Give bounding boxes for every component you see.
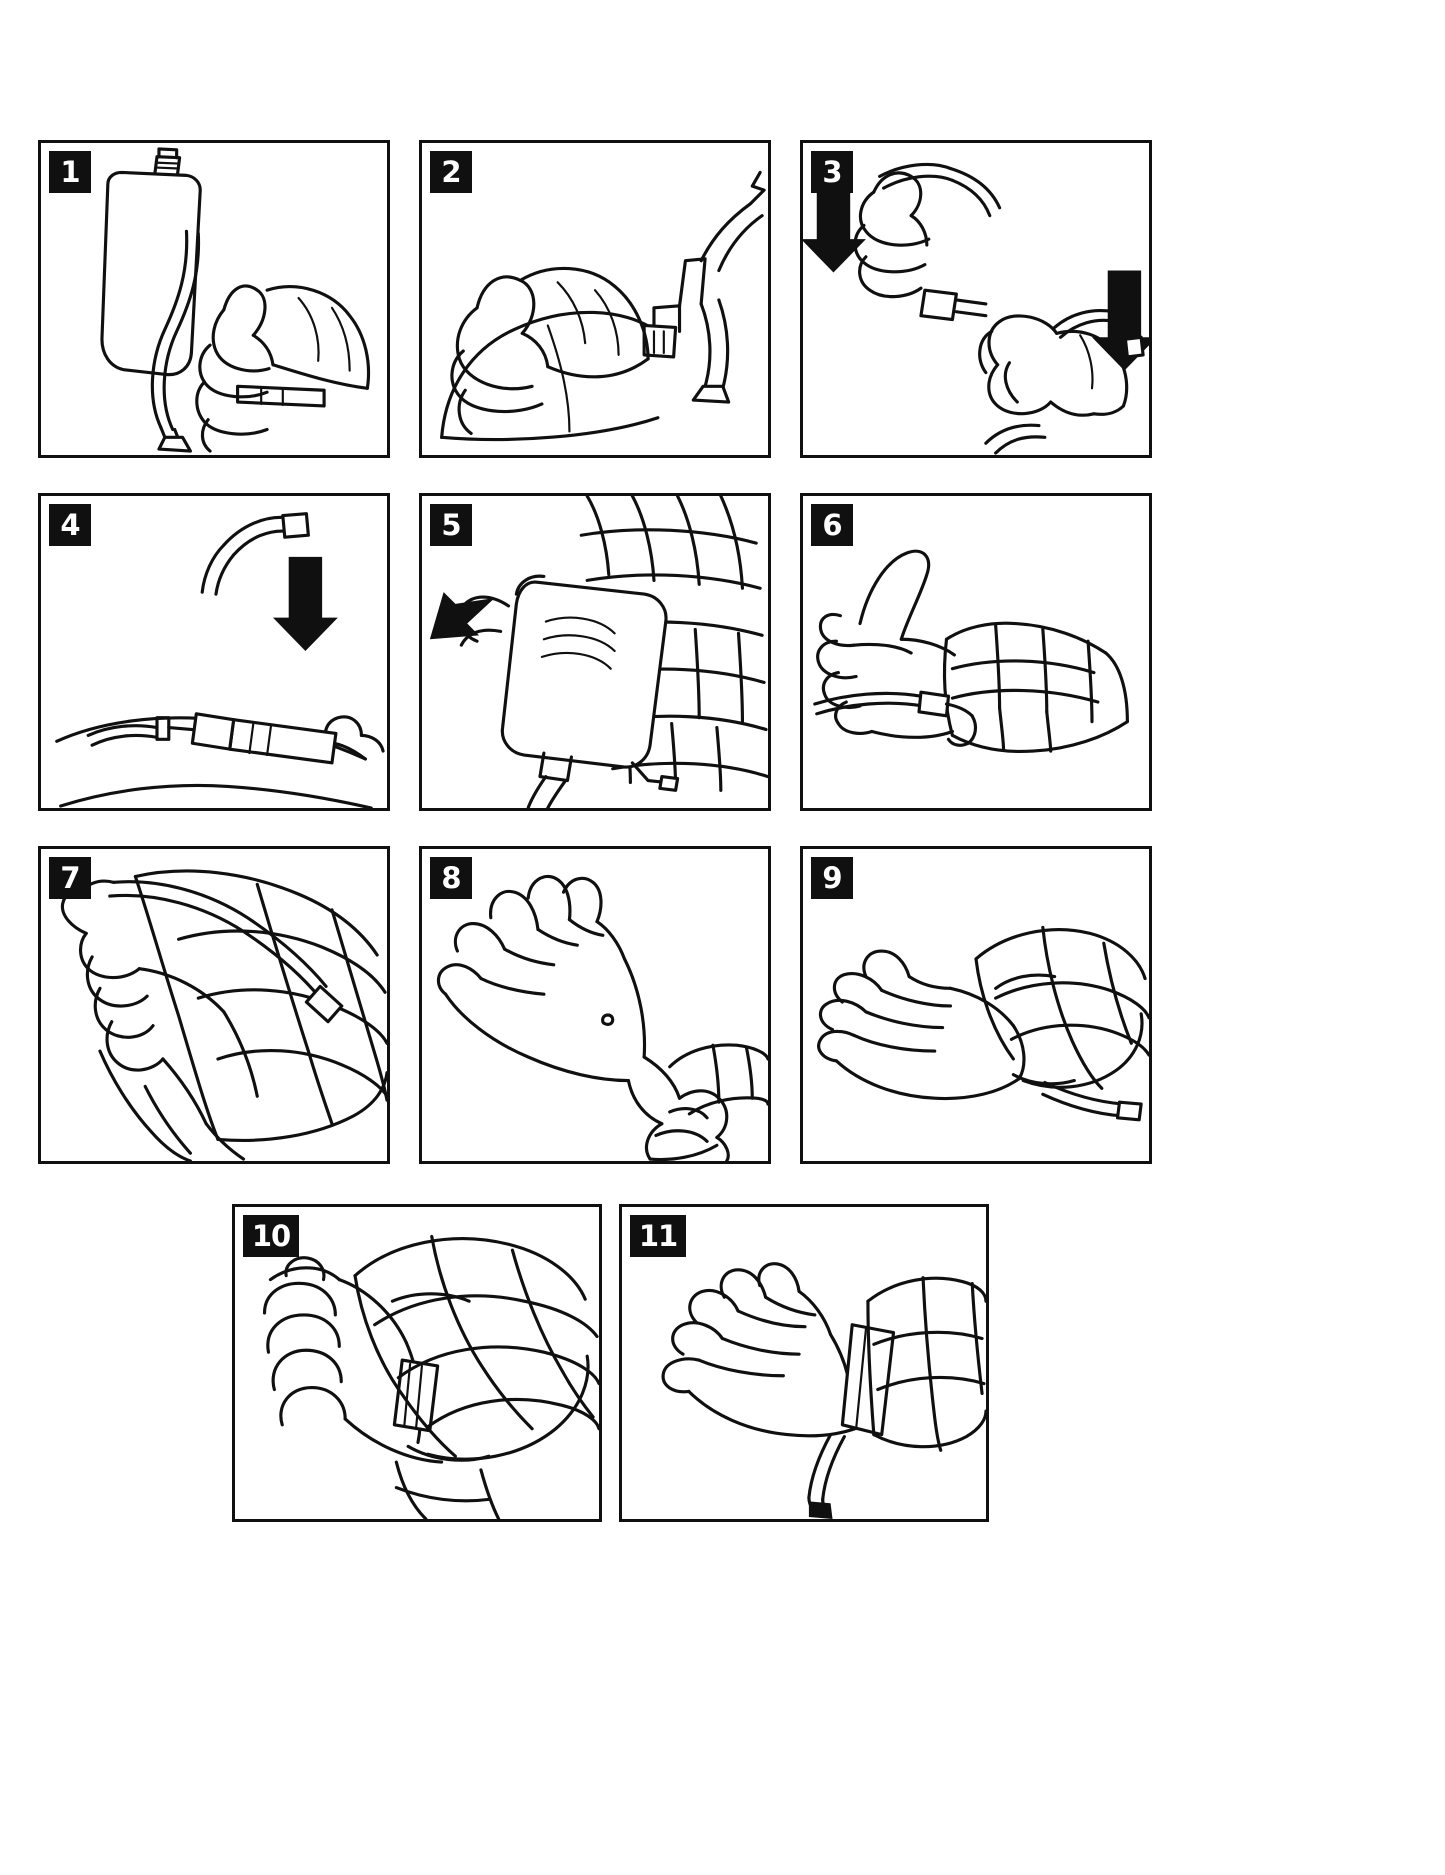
step-number-badge: 11	[630, 1215, 686, 1257]
illustration-step-6	[803, 496, 1149, 808]
step-number-badge: 10	[243, 1215, 299, 1257]
illustration-step-9	[803, 849, 1149, 1161]
panel-step-2	[419, 140, 771, 458]
panel-step-3	[800, 140, 1152, 458]
illustration-step-2	[422, 143, 768, 455]
step-number-badge: 5	[430, 504, 472, 546]
panel-step-5	[419, 493, 771, 811]
step-number-badge: 2	[430, 151, 472, 193]
panel-step-9	[800, 846, 1152, 1164]
illustration-step-1	[41, 143, 387, 455]
illustration-step-4	[41, 496, 387, 808]
illustration-step-7	[41, 849, 387, 1161]
step-number-badge: 6	[811, 504, 853, 546]
panel-step-1	[38, 140, 390, 458]
panel-step-8	[419, 846, 771, 1164]
panel-step-6	[800, 493, 1152, 811]
step-number-badge: 7	[49, 857, 91, 899]
panel-step-11	[619, 1204, 989, 1522]
panel-step-7	[38, 846, 390, 1164]
step-number-badge: 9	[811, 857, 853, 899]
panel-step-4	[38, 493, 390, 811]
step-number-badge: 3	[811, 151, 853, 193]
illustration-step-8	[422, 849, 768, 1161]
panel-step-10	[232, 1204, 602, 1522]
illustration-step-3	[803, 143, 1149, 455]
arrow-up-left	[430, 592, 495, 639]
arrow-down-center	[273, 557, 338, 651]
step-number-badge: 4	[49, 504, 91, 546]
step-number-badge: 8	[430, 857, 472, 899]
step-number-badge: 1	[49, 151, 91, 193]
illustration-step-5	[422, 496, 768, 808]
